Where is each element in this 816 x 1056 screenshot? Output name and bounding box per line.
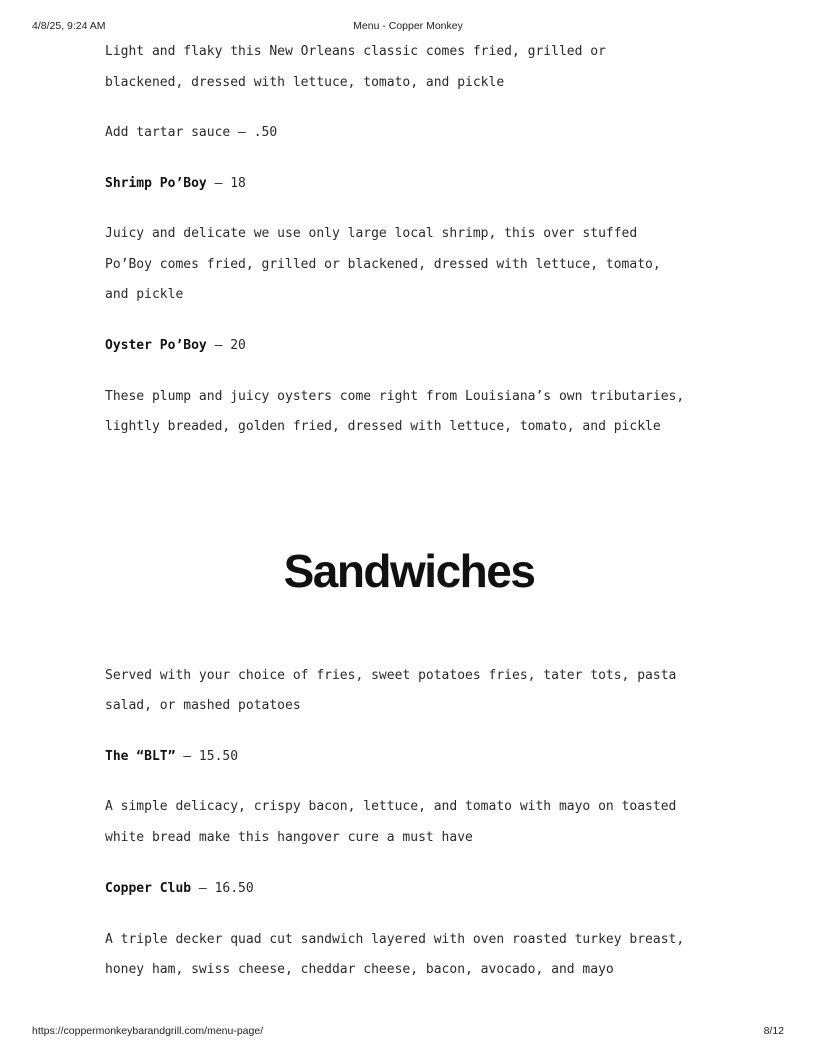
menu-item-description: white bread make this hangover cure a must have [105, 830, 473, 845]
menu-item-name: Oyster Po’Boy [105, 338, 207, 353]
print-header [32, 20, 784, 34]
print-footer [32, 1025, 784, 1039]
menu-item-price: – 20 [206, 338, 246, 353]
menu-item-description: Juicy and delicate we use only large local shrimp, this over stuffed [105, 226, 638, 241]
menu-item-title [105, 338, 246, 354]
menu-item-price: – 15.50 [175, 749, 239, 764]
section-intro-line: Served with your choice of fries, sweet potatoes fries, tater tots, pasta [105, 668, 677, 683]
menu-item-description: These plump and juicy oysters come right from Louisiana’s own tributaries, [105, 389, 685, 404]
print-datetime: 4/8/25, 9:24 AM [32, 20, 106, 32]
print-page-number: 8/12 [763, 1025, 784, 1037]
menu-item-title [105, 749, 238, 765]
poboy-intro-line: Light and flaky this New Orleans classic comes fried, grilled or [105, 44, 606, 59]
menu-item-price: – 18 [206, 176, 246, 191]
menu-item-name: The “BLT” [105, 749, 176, 764]
poboy-addon-note: Add tartar sauce – .50 [105, 125, 278, 140]
print-url: https://coppermonkeybarandgrill.com/menu-page/ [32, 1025, 264, 1037]
menu-item-name: Copper Club [105, 881, 192, 896]
menu-item-description: A simple delicacy, crispy bacon, lettuce, and tomato with mayo on toasted [105, 799, 677, 814]
menu-item-name: Shrimp Po’Boy [105, 176, 207, 191]
menu-item-title [105, 881, 254, 897]
menu-item-description: A triple decker quad cut sandwich layered with oven roasted turkey breast, [105, 932, 685, 947]
menu-item-description: and pickle [105, 287, 184, 302]
menu-item-title [105, 176, 246, 192]
poboy-intro-line: blackened, dressed with lettuce, tomato, and pickle [105, 75, 505, 90]
section-heading-sandwiches: Sandwiches [283, 545, 535, 597]
print-page-title: Menu - Copper Monkey [353, 20, 463, 32]
section-intro-line: salad, or mashed potatoes [105, 698, 301, 713]
menu-item-description: honey ham, swiss cheese, cheddar cheese, bacon, avocado, and mayo [105, 962, 614, 977]
menu-item-description: lightly breaded, golden fried, dressed with lettuce, tomato, and pickle [105, 419, 661, 434]
menu-item-description: Po’Boy comes fried, grilled or blackened, dressed with lettuce, tomato, [105, 257, 661, 272]
menu-item-price: – 16.50 [191, 881, 254, 896]
